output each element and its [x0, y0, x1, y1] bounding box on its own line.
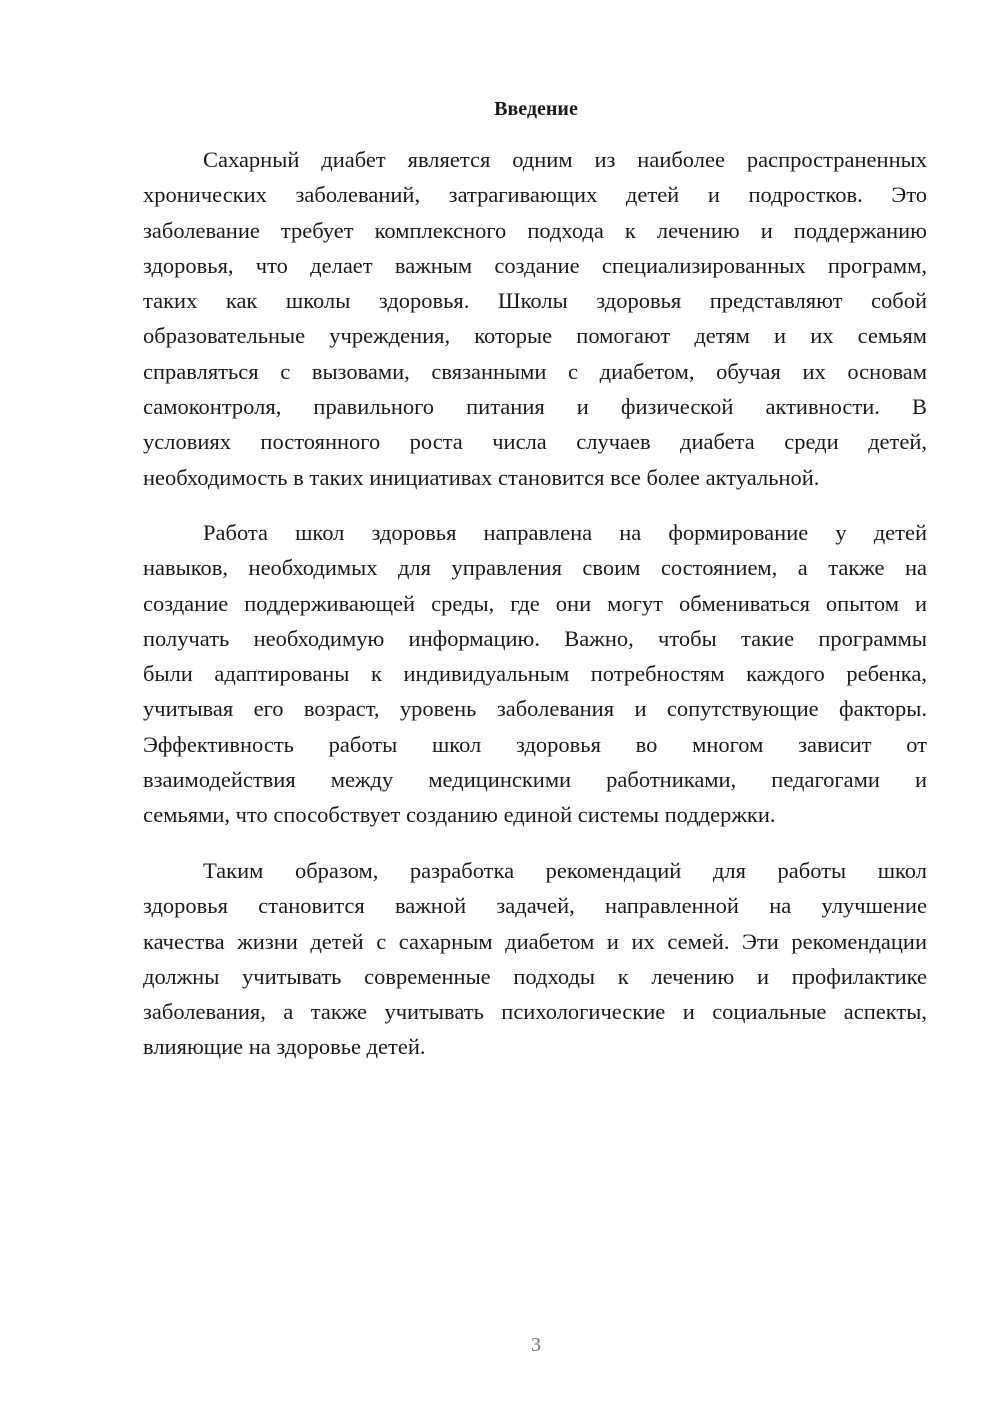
text-line: таких как школы здоровья. Школы здоровья представляют собой [143, 288, 927, 314]
text-line: влияющие на здоровье детей. [143, 1034, 426, 1060]
paragraph-1 [143, 142, 927, 495]
text-line: были адаптированы к индивидуальным потребностям каждого ребенка, [143, 661, 927, 687]
text-line: самоконтроля, правильного питания и физической активности. В [143, 394, 927, 420]
text-line: здоровья, что делает важным создание специализированных программ, [143, 252, 927, 278]
paragraph-2 [143, 515, 927, 833]
text-line: условиях постоянного роста числа случаев диабета среди детей, [143, 429, 927, 455]
text-line: справляться с вызовами, связанными с диабетом, обучая их основам [143, 358, 927, 384]
text-line: Работа школ здоровья направлена на формирование у детей [203, 520, 927, 545]
text-line: заболевание требует комплексного подхода к лечению и поддержанию [143, 217, 927, 243]
text-line: создание поддерживающей среды, где они могут обмениваться опытом и [143, 590, 927, 616]
text-line: семьями, что способствует созданию единой системы поддержки. [143, 802, 776, 828]
text-line: образовательные учреждения, которые помогают детям и их семьям [143, 323, 927, 349]
text-line: качества жизни детей с сахарным диабетом и их семей. Эти рекомендации [143, 928, 927, 954]
text-line: хронических заболеваний, затрагивающих детей и подростков. Это [143, 182, 927, 208]
text-line: Эффективность работы школ здоровья во многом зависит от [143, 731, 927, 757]
text-line: Таким образом, разработка рекомендаций для работы школ [203, 858, 927, 883]
text-line: должны учитывать современные подходы к лечению и профилактике [143, 963, 927, 989]
text-line: здоровья становится важной задачей, направленной на улучшение [143, 893, 927, 919]
text-line: заболевания, а также учитывать психологические и социальные аспекты, [143, 999, 927, 1025]
text-line: взаимодействия между медицинскими работниками, педагогами и [143, 767, 927, 793]
text-line: необходимость в таких инициативах становится все более актуальной. [143, 464, 820, 490]
text-line: Сахарный диабет является одним из наиболее распространенных [203, 147, 927, 172]
text-line: получать необходимую информацию. Важно, чтобы такие программы [143, 625, 927, 651]
paragraph-3 [143, 853, 927, 1065]
page-title: Введение [494, 98, 578, 120]
text-line: учитывая его возраст, уровень заболевания и сопутствующие факторы. [143, 696, 927, 722]
page-number: 3 [531, 1334, 541, 1356]
text-line: навыков, необходимых для управления своим состоянием, а также на [143, 555, 927, 581]
